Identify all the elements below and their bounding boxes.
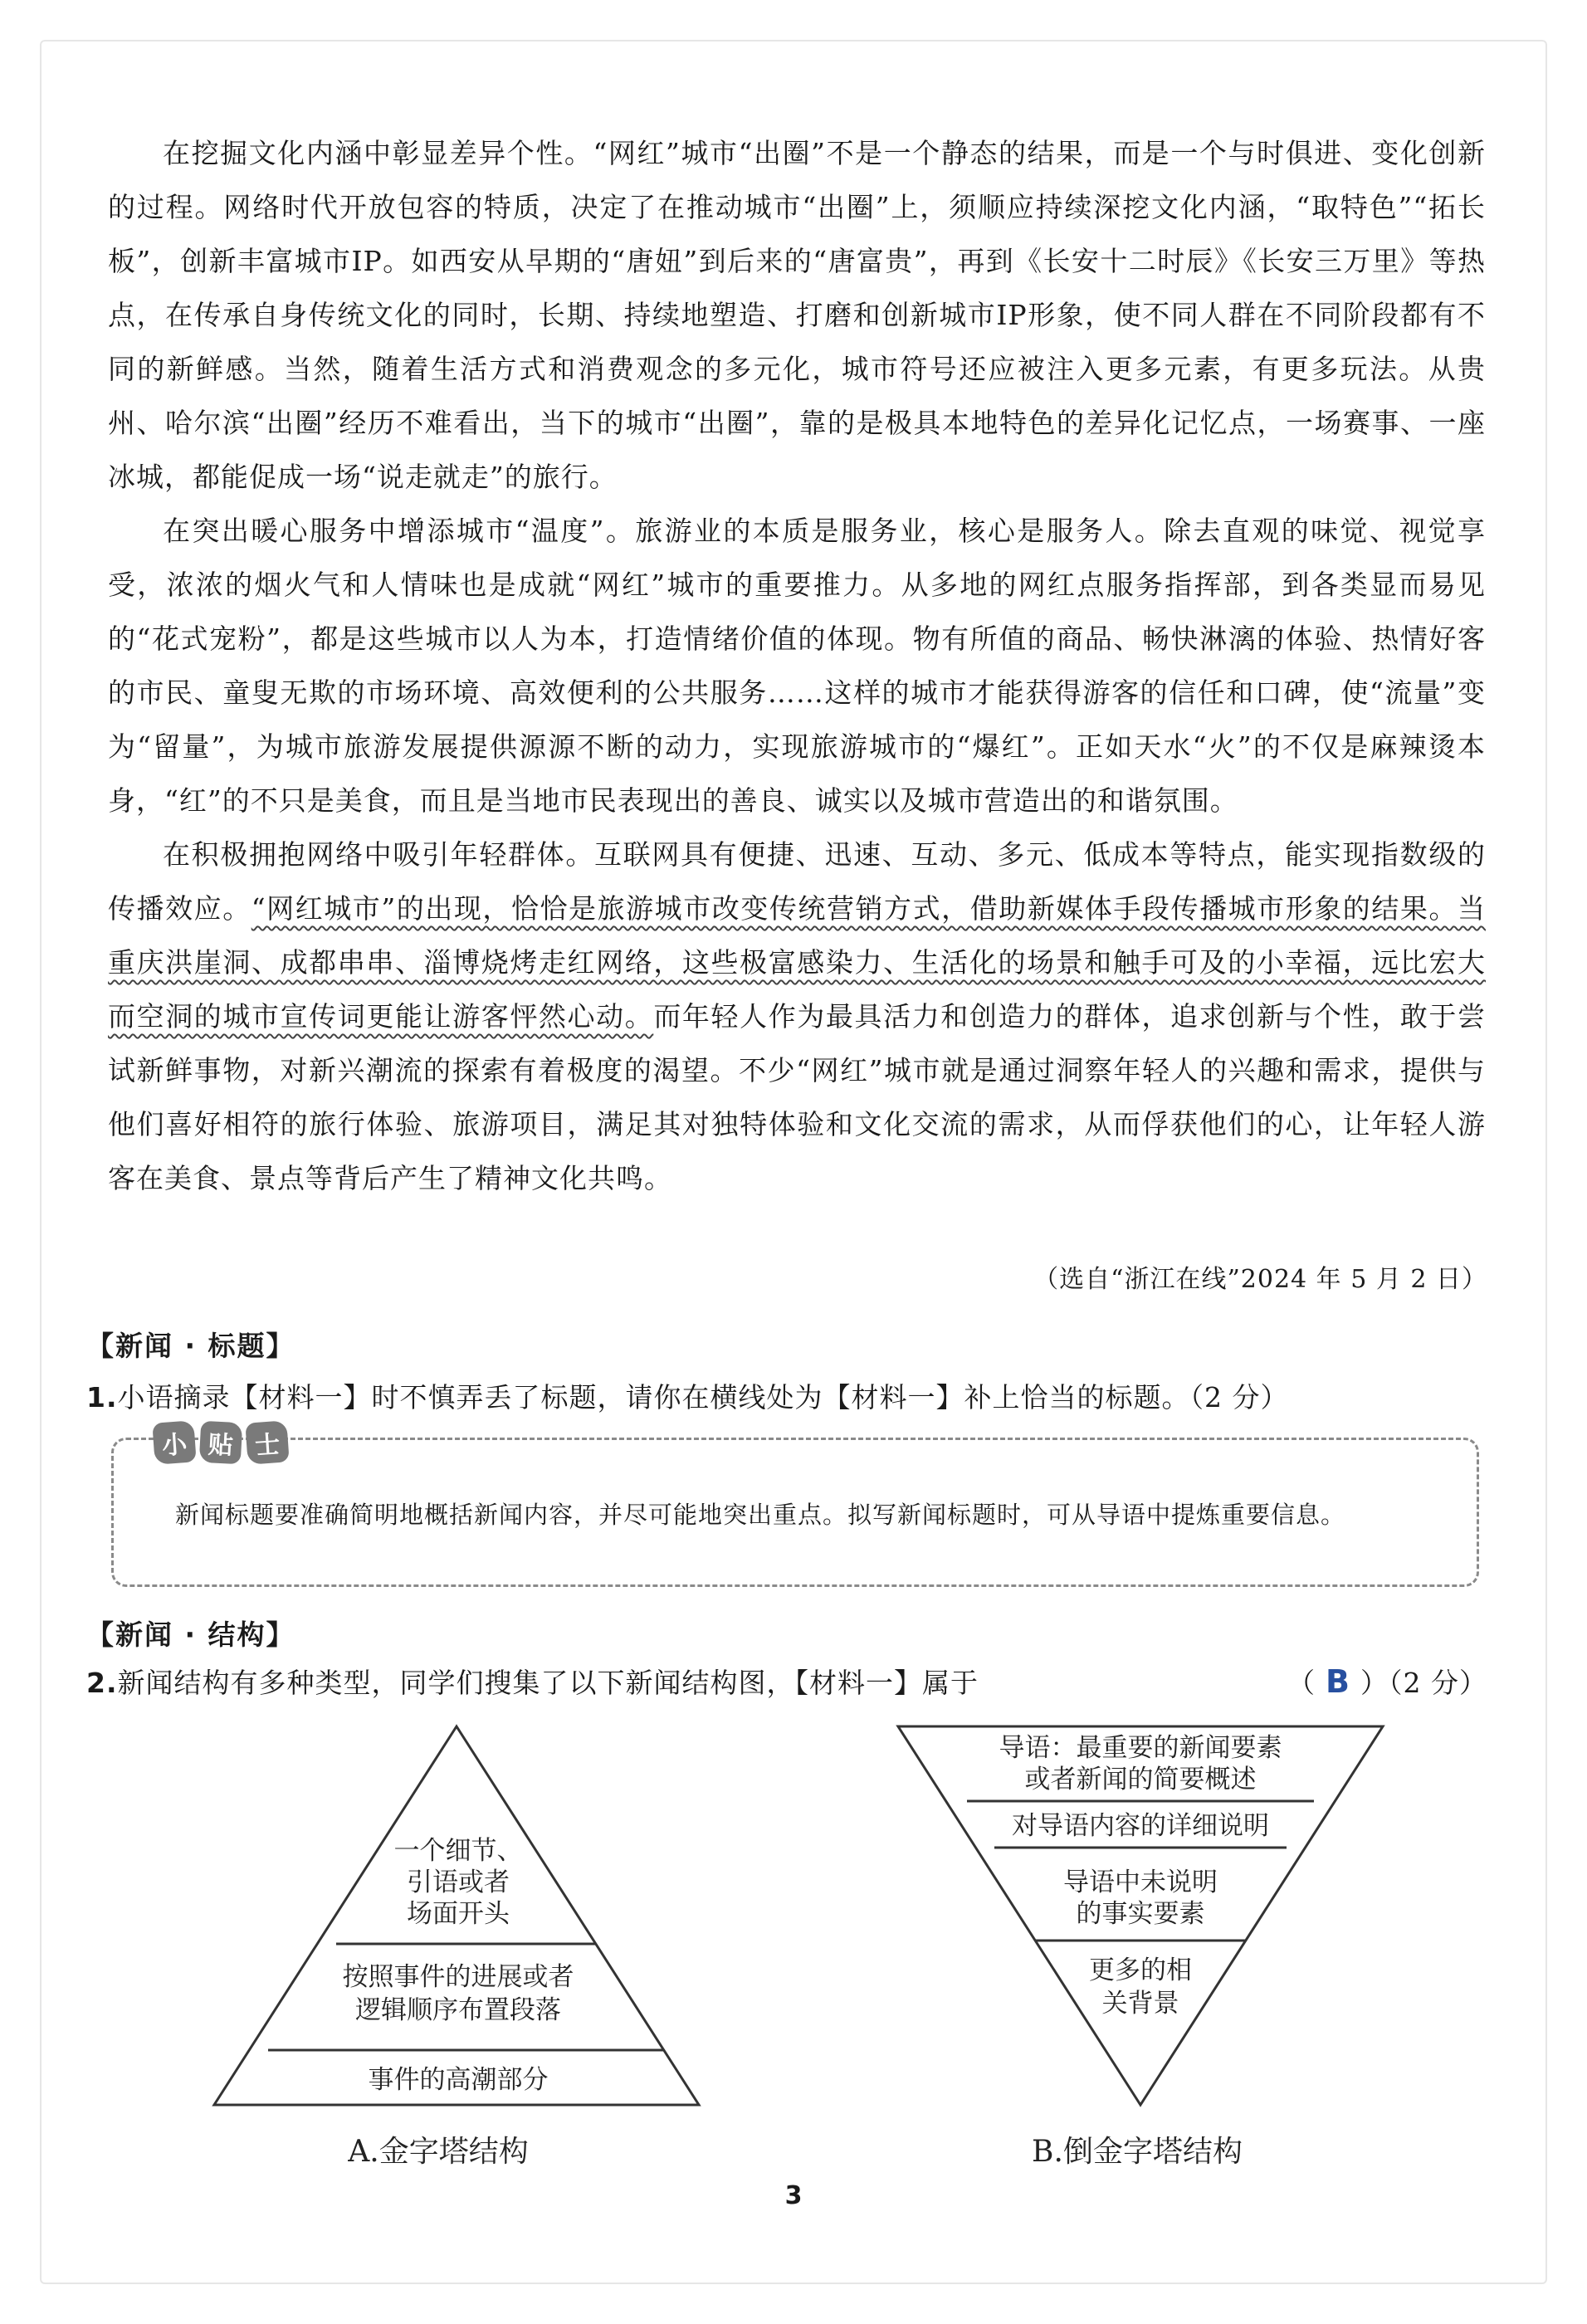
inverted-tier3-line1: 导语中未说明 [1063, 1868, 1218, 1897]
pyramid-tier2-line1: 按照事件的进展或者 [342, 1962, 574, 1992]
tip-badge-2: 贴 [199, 1421, 243, 1465]
question-2-text: 新闻结构有多种类型，同学们搜集了以下新闻结构图，【材料一】属于 [117, 1667, 979, 1699]
inverted-pyramid-diagram [898, 1726, 1383, 2169]
tip-badge-3: 士 [245, 1420, 289, 1464]
answer-letter: B [1326, 1663, 1350, 1700]
article-paragraph-1: 在挖掘文化内涵中彰显差异个性。“网红”城市“出圈”不是一个静态的结果，而是一个与时俱进、变化创新的过程。网络时代开放包容的特质，决定了在推动城市“出圈”上，须顺应持续深挖文化内涵，“取特色”“拓长板”，创新丰富城市IP。如西安从早期的“唐妞”到后来的“唐富贵”，再到《长安十二时辰》《长安三万里》等热点，在传承自身传统文化的同时，长期、持续地塑造、打磨和创新城市IP形象，使不同人群在不同阶段都有不同的新鲜感。当然，随着生活方式和消费观念的多元化，城市符号还应被注入更多元素，有更多玩法。从贵州、哈尔滨“出圈”经历不难看出，当下的城市“出圈”，靠的是极具本地特色的差异化记忆点，一场赛事、一座冰城，都能促成一场“说走就走”的旅行。 [108, 137, 1486, 493]
tip-text: 新闻标题要准确简明地概括新闻内容，并尽可能地突出重点。拟写新闻标题时，可从导语中提炼重要信息。 [175, 1501, 1346, 1529]
blank-close: ）（2 分） [1360, 1667, 1487, 1699]
pyramid-tier1-line3: 场面开头 [407, 1899, 510, 1929]
section-heading-structure: 【新闻 · 结构】 [86, 1618, 295, 1651]
inverted-tier4-line1: 更多的相 [1089, 1955, 1192, 1985]
inverted-tier2: 对导语内容的详细说明 [1012, 1811, 1269, 1841]
question-2-number: 2. [86, 1667, 118, 1699]
wavy-underlined-sentence: “网红城市”的出现，恰恰是旅游城市改变传统营销方式，借助新媒体手段传播城市形象的结果。当重庆洪崖洞、成都串串、淄博烧烤走红网络，这些极富感染力、生活化的场景和触手可及的小幸福，远比宏大而空洞的城市宣传词更能让游客怦然心动。 [108, 892, 1486, 1033]
pyramid-tier1-line2: 引语或者 [407, 1868, 510, 1897]
article-paragraph-2: 在突出暖心服务中增添城市“温度”。旅游业的本质是服务业，核心是服务人。除去直观的味觉、视觉享受，浓浓的烟火气和人情味也是成就“网红”城市的重要推力。从多地的网红点服务指挥部，到各类显而易见的“花式宠粉”，都是这些城市以人为本，打造情绪价值的体现。物有所值的商品、畅快淋漓的体验、热情好客的市民、童叟无欺的市场环境、高效便利的公共服务……这样的城市才能获得游客的信任和口碑，使“流量”变为“留量”，为城市旅游发展提供源源不断的动力，实现旅游城市的“爆红”。正如天水“火”的不仅是麻辣烫本身，“红”的不只是美食，而且是当地市民表现出的善良、诚实以及城市营造出的和谐氛围。 [108, 515, 1486, 817]
page-number: 3 [784, 2181, 803, 2210]
pyramid-tier2-line2: 逻辑顺序布置段落 [355, 1995, 561, 2025]
paragraph-3-closing: 而年轻人作为最具活力和创造力的群体，追求创新与个性，敢于尝试新鲜事物，对新兴潮流的探索有着极度的渴望。不少“网红”城市就是通过洞察年轻人的兴趣和需求，提供与他们喜好相符的旅行体验、旅游项目，满足其对独特体验和文化交流的需求，从而俘获他们的心，让年轻人游客在美食、景点等背后产生了精神文化共鸣。 [108, 1000, 1487, 1194]
inverted-tier3-line2: 的事实要素 [1076, 1899, 1205, 1929]
pyramid-tier1-line1: 一个细节、 [393, 1836, 523, 1866]
tip-badge-1: 小 [152, 1420, 196, 1464]
section-heading-title: 【新闻 · 标题】 [86, 1330, 295, 1362]
inverted-tier4-line2: 关背景 [1101, 1989, 1179, 2019]
blank-open: （ [1287, 1667, 1316, 1699]
pyramid-diagram [214, 1726, 699, 2169]
inverted-tier1-line2: 或者新闻的简要概述 [1024, 1765, 1257, 1794]
question-1-text: 小语摘录【材料一】时不慎弄丢了标题，请你在横线处为【材料一】补上恰当的标题。（2 分） [117, 1381, 1289, 1413]
pyramid-caption: A.金字塔结构 [348, 2135, 529, 2169]
pyramid-tier3: 事件的高潮部分 [368, 2065, 549, 2095]
paragraph-3-opening: 在积极拥抱网络中吸引年轻群体。互联网具有便捷、迅速、互动、多元、低成本等特点，能实现指数级的传播效应。 [108, 838, 1486, 925]
inverted-tier1-line1: 导语：最重要的新闻要素 [999, 1733, 1282, 1763]
article-source: （选自“浙江在线”2024 年 5 月 2 日） [1033, 1265, 1487, 1294]
inverted-pyramid-caption: B.倒金字塔结构 [1032, 2135, 1243, 2169]
question-1-number: 1. [86, 1381, 118, 1413]
